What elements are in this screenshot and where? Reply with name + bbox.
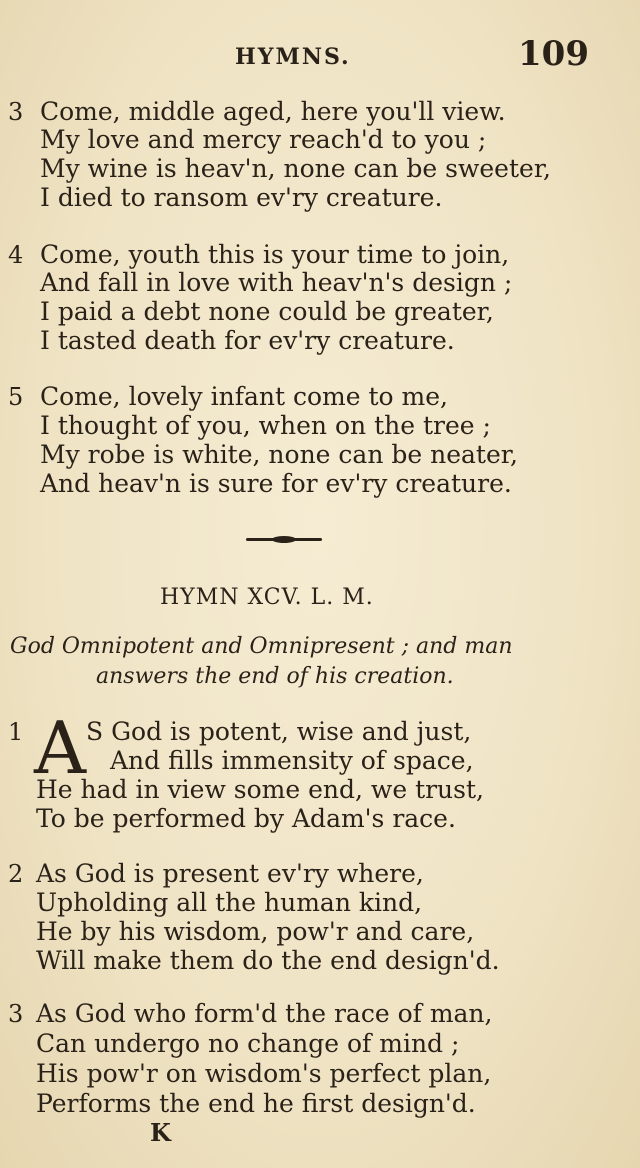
verse-line: My love and mercy reach'd to you ;: [40, 125, 487, 154]
verse-line: Come, middle aged, here you'll view.: [40, 97, 506, 126]
verse-line: And heav'n is sure for ev'ry creature.: [40, 469, 512, 498]
hymn-subtitle-line-1: God Omnipotent and Omnipresent ; and man: [10, 634, 513, 659]
verse-line: As God who form'd the race of man,: [36, 999, 493, 1028]
verse-line: And fills immensity of space,: [110, 746, 474, 775]
verse-line: Upholding all the human kind,: [36, 888, 423, 917]
verse-line: I tasted death for ev'ry creature.: [40, 326, 455, 355]
verse-line: And fall in love with heav'n's design ;: [40, 268, 513, 297]
drop-cap: A: [34, 706, 86, 790]
verse-line: Come, youth this is your time to join,: [40, 240, 510, 269]
verse-line: My robe is white, none can be neater,: [40, 440, 518, 469]
page-number: 109: [518, 34, 589, 74]
stanza-number: 1: [8, 718, 24, 746]
verse-line: He by his wisdom, pow'r and care,: [36, 917, 475, 946]
page-header: [0, 34, 640, 84]
verse-line: Performs the end he first design'd.: [36, 1089, 476, 1118]
verse-line: His pow'r on wisdom's perfect plan,: [36, 1059, 492, 1088]
verse-line: To be performed by Adam's race.: [36, 804, 456, 833]
verse-line: Can undergo no change of mind ;: [36, 1029, 460, 1058]
verse-line: Will make them do the end design'd.: [36, 946, 500, 975]
stanza-number: 3: [8, 1000, 24, 1028]
hymn-title: HYMN XCV. L. M.: [160, 585, 374, 610]
verse-line: My wine is heav'n, none can be sweeter,: [40, 154, 551, 183]
verse-line: S God is potent, wise and just,: [86, 717, 472, 746]
signature-mark: K: [150, 1118, 171, 1147]
verse-line: He had in view some end, we trust,: [36, 775, 484, 804]
stanza-number: 5: [8, 383, 24, 411]
verse-line: Come, lovely infant come to me,: [40, 382, 448, 411]
verse-line: As God is present ev'ry where,: [36, 859, 424, 888]
stanza-number: 3: [8, 98, 24, 126]
stanza-number: 4: [8, 241, 24, 269]
section-divider: [246, 538, 322, 541]
running-head: HYMNS.: [235, 44, 351, 70]
stanza-number: 2: [8, 860, 24, 888]
verse-line: I paid a debt none could be greater,: [40, 297, 494, 326]
hymn-subtitle-line-2: answers the end of his creation.: [96, 664, 454, 689]
verse-line: I thought of you, when on the tree ;: [40, 411, 491, 440]
verse-line: I died to ransom ev'ry creature.: [40, 183, 443, 212]
